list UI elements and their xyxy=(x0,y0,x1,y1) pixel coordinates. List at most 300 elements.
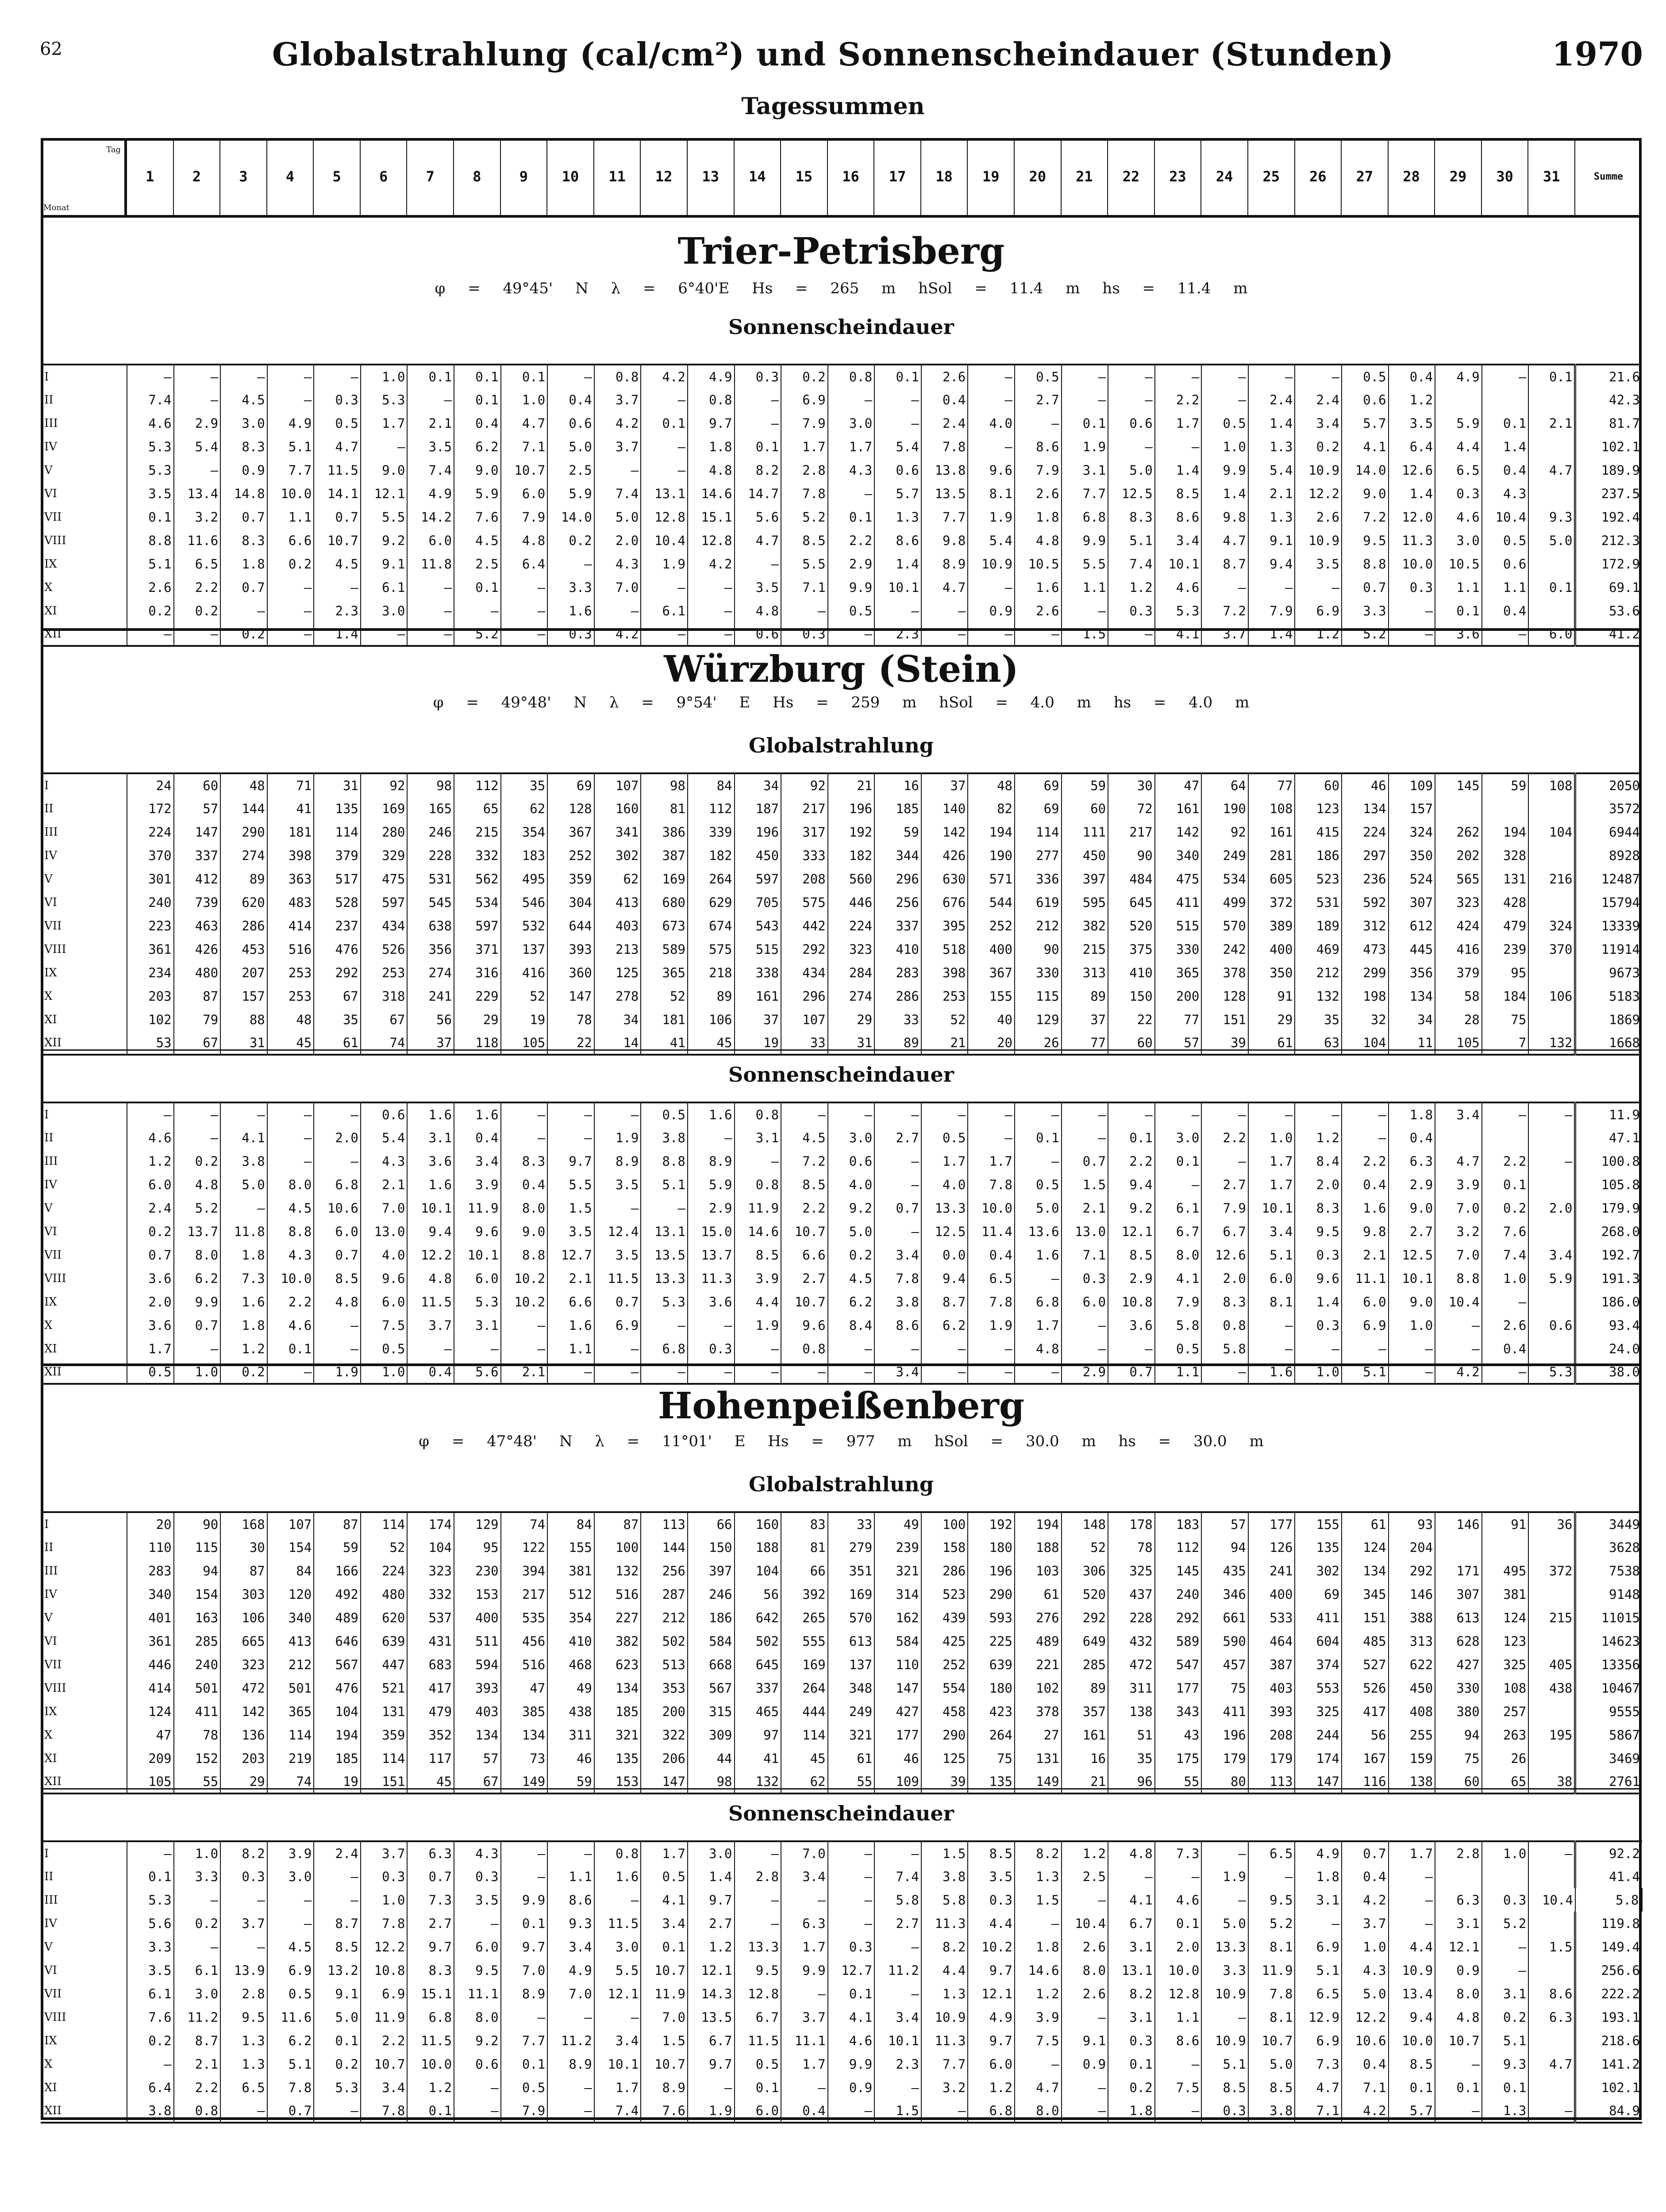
day-value-cell: – xyxy=(1155,2052,1202,2076)
day-value-cell: 194 xyxy=(1482,820,1529,844)
day-value-cell xyxy=(1528,482,1575,505)
month-label: XI xyxy=(44,604,57,618)
day-value-cell: – xyxy=(1248,1865,1295,1888)
day-value-cell: – xyxy=(735,1888,781,1912)
day-value-cell: – xyxy=(1389,1360,1435,1384)
day-value-cell: 13.3 xyxy=(641,1267,688,1290)
day-value-cell xyxy=(1528,891,1575,914)
day-value-cell: 5.3 xyxy=(361,388,408,411)
day-value-cell: 90 xyxy=(174,1512,221,1536)
month-label: III xyxy=(44,1893,58,1907)
day-value-cell: 0.2 xyxy=(1482,2005,1529,2029)
day-value-cell: 256 xyxy=(874,891,921,914)
day-value-cell: 8.1 xyxy=(1248,1290,1295,1313)
month-label: I xyxy=(44,779,49,792)
day-value-cell: 4.7 xyxy=(1435,1149,1482,1173)
month-sum-cell: 3572 xyxy=(1575,797,1642,820)
day-value-cell: 9.2 xyxy=(454,2029,501,2052)
day-value-cell: 72 xyxy=(1108,797,1155,820)
day-value-cell: – xyxy=(547,365,594,388)
day-value-cell: 1.6 xyxy=(547,599,594,622)
day-value-cell: 13.6 xyxy=(1015,1220,1062,1243)
day-value-cell: 0.2 xyxy=(174,1912,221,1935)
day-value-cell: 5.2 xyxy=(1342,622,1389,646)
day-value-cell: – xyxy=(688,622,735,646)
day-value-cell: 208 xyxy=(781,867,828,891)
day-value-cell: 375 xyxy=(1108,937,1155,961)
day-value-cell: 1.7 xyxy=(781,435,828,458)
day-value-cell: 10.0 xyxy=(1389,552,1435,576)
day-value-cell: 97 xyxy=(735,1723,781,1747)
day-value-cell: 4.6 xyxy=(127,411,174,435)
day-value-cell: 78 xyxy=(174,1723,221,1747)
day-value-cell: 6.0 xyxy=(361,1290,408,1313)
day-value-cell: 257 xyxy=(1482,1700,1529,1723)
day-value-cell: 114 xyxy=(1015,820,1062,844)
day-value-cell: 94 xyxy=(1435,1723,1482,1747)
day-value-cell: 13.5 xyxy=(688,2005,735,2029)
day-value-cell: 450 xyxy=(1062,844,1108,867)
day-value-cell: 229 xyxy=(454,984,501,1008)
day-value-cell: 5.0 xyxy=(1108,458,1155,482)
day-value-cell: 8.2 xyxy=(1015,1841,1062,1865)
day-value-cell: 160 xyxy=(594,797,641,820)
day-value-cell: 192 xyxy=(968,1512,1015,1536)
day-value-cell: 5.0 xyxy=(1015,1196,1062,1220)
month-label: I xyxy=(44,370,49,384)
day-value-cell: 7.0 xyxy=(501,1959,548,1982)
day-value-cell: 163 xyxy=(174,1606,221,1629)
day-value-cell: 646 xyxy=(314,1629,361,1653)
day-value-cell: – xyxy=(454,1912,501,1935)
day-value-cell: 6.8 xyxy=(968,2099,1015,2123)
day-value-cell: 10.1 xyxy=(1389,1267,1435,1290)
day-value-cell: – xyxy=(1155,1865,1202,1888)
day-value-cell: 6.8 xyxy=(1015,1290,1062,1313)
day-value-cell: 4.1 xyxy=(1155,1267,1202,1290)
month-sum-cell: 2761 xyxy=(1575,1770,1642,1793)
day-value-cell: 135 xyxy=(968,1770,1015,1793)
day-value-cell: 284 xyxy=(828,961,875,984)
day-value-cell: 155 xyxy=(968,984,1015,1008)
day-value-cell: 1.7 xyxy=(968,1149,1015,1173)
day-value-cell: 155 xyxy=(547,1536,594,1559)
day-value-cell: 389 xyxy=(1248,914,1295,937)
day-value-cell: 4.1 xyxy=(220,1126,267,1149)
day-value-cell xyxy=(1435,1536,1482,1559)
day-value-cell: 739 xyxy=(174,891,221,914)
day-value-cell: 74 xyxy=(267,1770,314,1793)
day-value-cell: 88 xyxy=(220,1008,267,1031)
day-value-cell: – xyxy=(1201,1102,1248,1126)
day-value-cell: 356 xyxy=(1389,961,1435,984)
day-value-cell: – xyxy=(828,1102,875,1126)
day-value-cell: 1.0 xyxy=(174,1841,221,1865)
day-value-cell: – xyxy=(874,1935,921,1959)
day-value-cell: 8.9 xyxy=(547,2052,594,2076)
day-value-cell: 325 xyxy=(1295,1700,1342,1723)
day-value-cell: 10.1 xyxy=(407,1196,454,1220)
day-value-cell: 1.0 xyxy=(1389,1313,1435,1337)
day-value-cell xyxy=(1528,961,1575,984)
month-sum-cell: 13356 xyxy=(1575,1653,1642,1676)
day-value-cell: 2.9 xyxy=(1389,1173,1435,1196)
station-name: Würzburg (Stein) xyxy=(664,648,1019,691)
day-value-cell: 61 xyxy=(1015,1582,1062,1606)
day-value-cell: 434 xyxy=(781,961,828,984)
day-value-cell: 7.8 xyxy=(968,1290,1015,1313)
day-value-cell: 6.4 xyxy=(501,552,548,576)
day-value-cell: 169 xyxy=(641,867,688,891)
day-value-cell: 67 xyxy=(174,1031,221,1055)
day-value-cell: 401 xyxy=(127,1606,174,1629)
month-label: III xyxy=(44,1154,58,1168)
month-sum-cell: 14623 xyxy=(1575,1629,1642,1653)
day-value-cell: 145 xyxy=(1155,1559,1202,1582)
day-value-cell: 3.0 xyxy=(828,1126,875,1149)
day-value-cell: 3.4 xyxy=(874,2005,921,2029)
day-value-cell: 207 xyxy=(220,961,267,984)
day-value-cell: 90 xyxy=(1015,937,1062,961)
day-value-cell: 0.1 xyxy=(501,1912,548,1935)
day-value-cell: 12.6 xyxy=(1201,1243,1248,1267)
sum-header-cell: Summe xyxy=(1593,171,1624,182)
day-value-cell: 8.3 xyxy=(1295,1196,1342,1220)
day-value-cell: 14.3 xyxy=(688,1982,735,2005)
day-value-cell: – xyxy=(267,1149,314,1173)
day-value-cell: 9.3 xyxy=(1482,2052,1529,2076)
day-value-cell: – xyxy=(267,365,314,388)
day-value-cell: – xyxy=(1482,1102,1529,1126)
day-value-cell: – xyxy=(174,1102,221,1126)
month-row xyxy=(41,1770,1642,1793)
day-value-cell: – xyxy=(220,2099,267,2123)
day-value-cell: 427 xyxy=(1435,1653,1482,1676)
day-value-cell: – xyxy=(1295,365,1342,388)
month-row xyxy=(41,552,1642,576)
month-row xyxy=(41,1888,1642,1912)
day-value-cell: 0.2 xyxy=(267,552,314,576)
day-value-cell: 7.3 xyxy=(220,1267,267,1290)
day-value-cell: 7.0 xyxy=(361,1196,408,1220)
day-value-cell: 4.4 xyxy=(735,1290,781,1313)
day-value-cell: 1.3 xyxy=(1248,435,1295,458)
day-value-cell: 144 xyxy=(641,1536,688,1559)
day-value-cell: 57 xyxy=(174,797,221,820)
day-value-cell: 283 xyxy=(127,1559,174,1582)
day-value-cell: – xyxy=(1108,365,1155,388)
day-value-cell: – xyxy=(1435,1313,1482,1337)
day-value-cell: 365 xyxy=(641,961,688,984)
day-value-cell: 6.0 xyxy=(407,529,454,552)
day-value-cell: 84 xyxy=(547,1512,594,1536)
day-value-cell: 3.5 xyxy=(127,1959,174,1982)
day-value-cell: 150 xyxy=(688,1536,735,1559)
day-value-cell: 313 xyxy=(1062,961,1108,984)
day-value-cell: 7.9 xyxy=(1201,1196,1248,1220)
day-value-cell: 13.3 xyxy=(1201,1935,1248,1959)
day-value-cell: 6.0 xyxy=(1248,1267,1295,1290)
day-value-cell: 4.0 xyxy=(968,411,1015,435)
day-header-cell: 1 xyxy=(127,138,174,215)
month-row xyxy=(41,1700,1642,1723)
day-value-cell: 10.8 xyxy=(1108,1290,1155,1313)
day-value-cell: 405 xyxy=(1528,1653,1575,1676)
day-value-cell: 4.8 xyxy=(501,529,548,552)
day-header-cell: 28 xyxy=(1389,138,1435,215)
day-value-cell: 125 xyxy=(594,961,641,984)
day-value-cell: 255 xyxy=(1389,1723,1435,1747)
day-value-cell: 0.7 xyxy=(220,505,267,529)
day-value-cell: – xyxy=(641,1313,688,1337)
day-value-cell: 479 xyxy=(1482,914,1529,937)
day-value-cell: 450 xyxy=(1389,1676,1435,1700)
day-value-cell: – xyxy=(1015,1912,1062,1935)
day-value-cell: 74 xyxy=(361,1031,408,1055)
month-label: X xyxy=(44,2057,53,2071)
day-value-cell: 6.0 xyxy=(968,2052,1015,2076)
day-value-cell: – xyxy=(968,576,1015,599)
day-value-cell: – xyxy=(220,1888,267,1912)
day-value-cell: 3.7 xyxy=(781,2005,828,2029)
day-value-cell: 57 xyxy=(1201,1512,1248,1536)
day-value-cell: 4.8 xyxy=(1435,2005,1482,2029)
month-sum-cell: 47.1 xyxy=(1575,1126,1642,1149)
day-value-cell: – xyxy=(454,2099,501,2123)
month-sum-cell: 141.2 xyxy=(1575,2052,1642,2076)
day-value-cell: 279 xyxy=(828,1536,875,1559)
month-sum-cell: 21.6 xyxy=(1575,365,1642,388)
day-value-cell: 246 xyxy=(407,820,454,844)
day-value-cell: 48 xyxy=(968,773,1015,797)
day-value-cell: 8.5 xyxy=(781,1173,828,1196)
day-value-cell: 10.0 xyxy=(267,482,314,505)
day-value-cell: 9.4 xyxy=(1108,1173,1155,1196)
day-value-cell: 4.2 xyxy=(1435,1360,1482,1384)
day-value-cell: 158 xyxy=(921,1536,968,1559)
day-value-cell: 104 xyxy=(735,1559,781,1582)
day-value-cell: 69 xyxy=(1015,773,1062,797)
day-value-cell: 4.3 xyxy=(454,1841,501,1865)
day-value-cell: 0.7 xyxy=(407,1865,454,1888)
day-value-cell: – xyxy=(735,1149,781,1173)
day-value-cell: 371 xyxy=(454,937,501,961)
day-value-cell: 3.4 xyxy=(454,1149,501,1173)
day-value-cell: 63 xyxy=(1295,1031,1342,1055)
day-value-cell: 0.4 xyxy=(781,2099,828,2123)
day-value-cell: 194 xyxy=(314,1723,361,1747)
day-value-cell: 3.5 xyxy=(594,1173,641,1196)
day-value-cell: 0.8 xyxy=(688,388,735,411)
day-value-cell: 515 xyxy=(735,937,781,961)
day-value-cell: – xyxy=(874,1982,921,2005)
day-value-cell: 9.4 xyxy=(1389,2005,1435,2029)
day-value-cell: 501 xyxy=(174,1676,221,1700)
day-value-cell: – xyxy=(1155,365,1202,388)
day-value-cell: 328 xyxy=(1482,844,1529,867)
day-value-cell: 1.2 xyxy=(1062,1841,1108,1865)
month-label: III xyxy=(44,1564,58,1578)
day-header-cell: 22 xyxy=(1108,138,1155,215)
day-value-cell: 93 xyxy=(1389,1512,1435,1536)
day-value-cell: 2.6 xyxy=(1062,1982,1108,2005)
day-value-cell: 0.1 xyxy=(1389,2076,1435,2099)
day-value-cell: 350 xyxy=(1389,844,1435,867)
day-value-cell: – xyxy=(735,388,781,411)
day-value-cell: – xyxy=(501,1337,548,1360)
day-value-cell: 224 xyxy=(828,914,875,937)
day-value-cell: 87 xyxy=(174,984,221,1008)
day-value-cell: 411 xyxy=(1295,1606,1342,1629)
day-value-cell: 340 xyxy=(1155,844,1202,867)
day-value-cell: 0.4 xyxy=(1342,1865,1389,1888)
day-value-cell: 6.3 xyxy=(1528,2005,1575,2029)
day-value-cell: 531 xyxy=(1295,891,1342,914)
month-sum-cell: 102.1 xyxy=(1575,2076,1642,2099)
day-value-cell: 79 xyxy=(174,1008,221,1031)
day-value-cell: 346 xyxy=(1201,1582,1248,1606)
day-value-cell: 2.4 xyxy=(314,1841,361,1865)
month-row xyxy=(41,937,1642,961)
day-value-cell: 4.8 xyxy=(407,1267,454,1290)
day-value-cell: 8.7 xyxy=(921,1290,968,1313)
month-row xyxy=(41,1337,1642,1360)
day-value-cell: 4.8 xyxy=(1108,1841,1155,1865)
day-value-cell: 0.8 xyxy=(781,1337,828,1360)
day-value-cell: 6.9 xyxy=(1295,599,1342,622)
day-value-cell: 575 xyxy=(781,891,828,914)
day-value-cell: 0.6 xyxy=(874,458,921,482)
day-value-cell: 1.6 xyxy=(1248,1360,1295,1384)
day-value-cell: 5.0 xyxy=(1201,1912,1248,1935)
day-value-cell: 3.7 xyxy=(361,1841,408,1865)
station-name: Trier-Petrisberg xyxy=(677,230,1005,273)
day-value-cell: 150 xyxy=(1108,984,1155,1008)
day-value-cell: 203 xyxy=(127,984,174,1008)
day-value-cell: – xyxy=(921,1102,968,1126)
day-value-cell: 7.0 xyxy=(1435,1196,1482,1220)
day-value-cell: 379 xyxy=(314,844,361,867)
day-value-cell: 3.5 xyxy=(1389,411,1435,435)
day-value-cell: 323 xyxy=(220,1653,267,1676)
day-header-cell: 18 xyxy=(921,138,968,215)
day-value-cell: 9.7 xyxy=(688,1888,735,1912)
day-value-cell: 3.7 xyxy=(1201,622,1248,646)
day-value-cell: 400 xyxy=(1248,1582,1295,1606)
day-value-cell: 638 xyxy=(407,914,454,937)
day-value-cell: 629 xyxy=(688,891,735,914)
day-value-cell: – xyxy=(407,576,454,599)
day-value-cell: 290 xyxy=(921,1723,968,1747)
month-label: IV xyxy=(44,1916,58,1930)
day-value-cell: 4.2 xyxy=(594,411,641,435)
day-value-cell: 129 xyxy=(1015,1008,1062,1031)
month-row xyxy=(41,388,1642,411)
day-value-cell: 104 xyxy=(407,1536,454,1559)
day-value-cell: 1.7 xyxy=(781,1935,828,1959)
day-value-cell: 8.2 xyxy=(1108,1982,1155,2005)
day-value-cell: 61 xyxy=(1342,1512,1389,1536)
day-value-cell: 6.8 xyxy=(314,1173,361,1196)
day-value-cell: – xyxy=(641,1360,688,1384)
day-value-cell: – xyxy=(1015,1360,1062,1384)
day-value-cell: 11.1 xyxy=(781,2029,828,2052)
day-value-cell: 110 xyxy=(127,1536,174,1559)
day-value-cell: 51 xyxy=(1108,1723,1155,1747)
day-value-cell: 11.1 xyxy=(1342,1267,1389,1290)
day-value-cell: 195 xyxy=(1528,1723,1575,1747)
day-value-cell: 1.1 xyxy=(547,1337,594,1360)
day-value-cell: 286 xyxy=(874,984,921,1008)
day-value-cell: 274 xyxy=(828,984,875,1008)
day-value-cell: – xyxy=(688,1360,735,1384)
day-value-cell: 0.7 xyxy=(594,1290,641,1313)
day-value-cell: – xyxy=(1108,388,1155,411)
day-value-cell: 1.5 xyxy=(921,1841,968,1865)
day-value-cell: – xyxy=(267,599,314,622)
month-sum-cell: 92.2 xyxy=(1575,1841,1642,1865)
month-row xyxy=(41,1676,1642,1700)
month-row xyxy=(41,1865,1642,1888)
day-value-cell: 9.9 xyxy=(781,1959,828,1982)
day-value-cell: 380 xyxy=(1435,1700,1482,1723)
month-label: VIII xyxy=(44,1271,66,1285)
day-value-cell: – xyxy=(688,1126,735,1149)
day-value-cell: 0.5 xyxy=(361,1337,408,1360)
day-value-cell: 4.7 xyxy=(1015,2076,1062,2099)
day-value-cell: 11.5 xyxy=(735,2029,781,2052)
day-value-cell: 1.0 xyxy=(1482,1841,1529,1865)
day-value-cell: 10.6 xyxy=(314,1196,361,1220)
day-value-cell: 109 xyxy=(874,1770,921,1793)
day-value-cell: – xyxy=(1201,1360,1248,1384)
day-value-cell: 60 xyxy=(1062,797,1108,820)
day-value-cell: 0.1 xyxy=(501,2052,548,2076)
month-label: V xyxy=(44,1611,53,1624)
month-sum-cell: 268.0 xyxy=(1575,1220,1642,1243)
month-row xyxy=(41,1653,1642,1676)
day-value-cell: 516 xyxy=(594,1582,641,1606)
day-value-cell: 465 xyxy=(735,1700,781,1723)
day-value-cell: 0.6 xyxy=(828,1149,875,1173)
month-sum-cell: 24.0 xyxy=(1575,1337,1642,1360)
day-value-cell: 253 xyxy=(267,961,314,984)
day-value-cell xyxy=(1528,599,1575,622)
month-row xyxy=(41,1559,1642,1582)
day-value-cell xyxy=(1528,1008,1575,1031)
day-value-cell: 7.9 xyxy=(1155,1290,1202,1313)
day-value-cell: 7.4 xyxy=(594,2099,641,2123)
day-value-cell: – xyxy=(828,1912,875,1935)
day-value-cell: 5.5 xyxy=(361,505,408,529)
day-value-cell: 0.4 xyxy=(454,411,501,435)
day-value-cell: 5.8 xyxy=(921,1888,968,1912)
day-value-cell: – xyxy=(220,599,267,622)
day-value-cell: 7.9 xyxy=(501,505,548,529)
day-value-cell: 92 xyxy=(781,773,828,797)
day-value-cell: 8.0 xyxy=(1062,1959,1108,1982)
day-value-cell: 3.0 xyxy=(688,1841,735,1865)
month-row xyxy=(41,1196,1642,1220)
day-value-cell: 0.1 xyxy=(1015,1126,1062,1149)
day-value-cell: 183 xyxy=(1155,1512,1202,1536)
day-value-cell: 7.8 xyxy=(781,482,828,505)
day-value-cell: 8.9 xyxy=(641,2076,688,2099)
day-value-cell: 1.0 xyxy=(501,388,548,411)
day-value-cell: 1.3 xyxy=(220,2052,267,2076)
day-value-cell: 155 xyxy=(1295,1512,1342,1536)
day-value-cell: 0.7 xyxy=(127,1243,174,1267)
